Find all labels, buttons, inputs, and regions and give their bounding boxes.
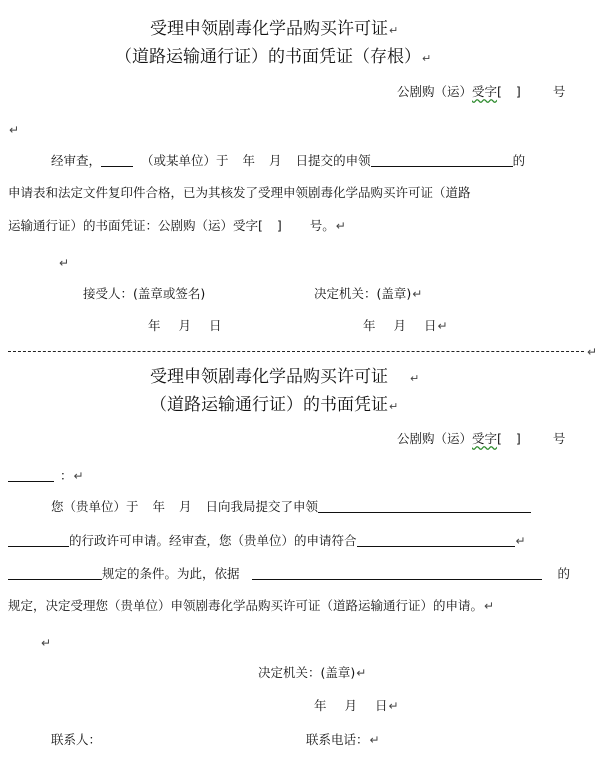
stub-paragraph-line3: 运输通行证）的书面凭证：公剧购（运）受字[ ] 号。↵ [8, 218, 346, 233]
contact-person-label: 联系人： [51, 732, 102, 747]
certificate-paragraph-line2: 的行政许可申请。经审查，您（贵单位）的申请符合 ↵ [8, 534, 526, 548]
paragraph-mark-icon: ↵ [335, 219, 346, 233]
paragraph-mark-icon: ↵ [484, 599, 495, 613]
spellcheck-underline: 受字 [472, 84, 498, 99]
addressee-line: ：↵ [8, 469, 84, 483]
paragraph-mark-icon: ↵ [412, 287, 423, 301]
legal-basis-blank [357, 534, 515, 547]
legal-provision-blank [252, 567, 542, 580]
paragraph-mark-icon: ↵ [59, 256, 70, 270]
paragraph-mark-icon: ↵ [410, 372, 420, 385]
stub-paragraph-line2: 申请表和法定文件复印件合格，已为其核发了受理申领剧毒化学品购买许可证（道路 [8, 185, 471, 200]
regulation-blank [8, 567, 102, 580]
paragraph-mark-icon: ↵ [587, 345, 598, 359]
paragraph-mark-icon: ↵ [73, 469, 84, 483]
receiver-date: 年 月 日 [148, 318, 222, 333]
certificate-title-line1: 受理申领剧毒化学品购买许可证 ↵ [150, 367, 420, 387]
certificate-paragraph-line4: 规定，决定受理您（贵单位）申领剧毒化学品购买许可证（道路运输通行证）的申请。↵ [8, 598, 495, 613]
stub-authority-label: 决定机关：(盖章)↵ [314, 286, 423, 301]
application-item-blank [371, 154, 513, 167]
paragraph-mark-icon: ↵ [437, 319, 448, 333]
paragraph-mark-icon: ↵ [9, 123, 20, 137]
stub-document-number: 公剧购（运）受字[ ] 号 [397, 84, 566, 99]
certificate-document-number: 公剧购（运）受字[ ] 号 [397, 431, 566, 446]
paragraph-mark-icon: ↵ [369, 733, 380, 747]
paragraph-mark-icon: ↵ [41, 636, 52, 650]
application-item-blank [318, 500, 531, 513]
paragraph-mark-icon: ↵ [515, 534, 526, 548]
certificate-paragraph-line3: 规定的条件。为此，依据 的 [8, 567, 570, 581]
certificate-title-line2: （道路运输通行证）的书面凭证↵ [150, 395, 399, 415]
certificate-date: 年 月 日↵ [314, 698, 399, 713]
application-name-blank [8, 534, 69, 547]
paragraph-mark-icon: ↵ [389, 24, 399, 37]
certificate-authority-label: 决定机关：(盖章)↵ [258, 665, 367, 680]
paragraph-mark-icon: ↵ [422, 52, 432, 65]
stub-authority-date: 年 月 日↵ [363, 318, 448, 333]
paragraph-mark-icon: ↵ [389, 400, 399, 413]
spellcheck-underline: 受字 [472, 431, 498, 446]
paragraph-mark-icon: ↵ [388, 699, 399, 713]
unit-name-blank [101, 154, 133, 167]
receiver-signature-label: 接受人：(盖章或签名) [83, 286, 206, 301]
paragraph-mark-icon: ↵ [356, 666, 367, 680]
certificate-paragraph-line1: 您（贵单位）于 年 月 日向我局提交了申领 [51, 500, 531, 514]
cut-line-divider [8, 351, 584, 352]
stub-paragraph-line1: 经审查， （或某单位）于 年 月 日提交的申领 的 [51, 153, 526, 168]
addressee-blank [8, 469, 54, 482]
contact-phone-label: 联系电话：↵ [306, 732, 380, 747]
stub-title-line2: （道路运输通行证）的书面凭证（存根）↵ [115, 47, 432, 67]
stub-title-line1: 受理申领剧毒化学品购买许可证↵ [150, 19, 399, 39]
